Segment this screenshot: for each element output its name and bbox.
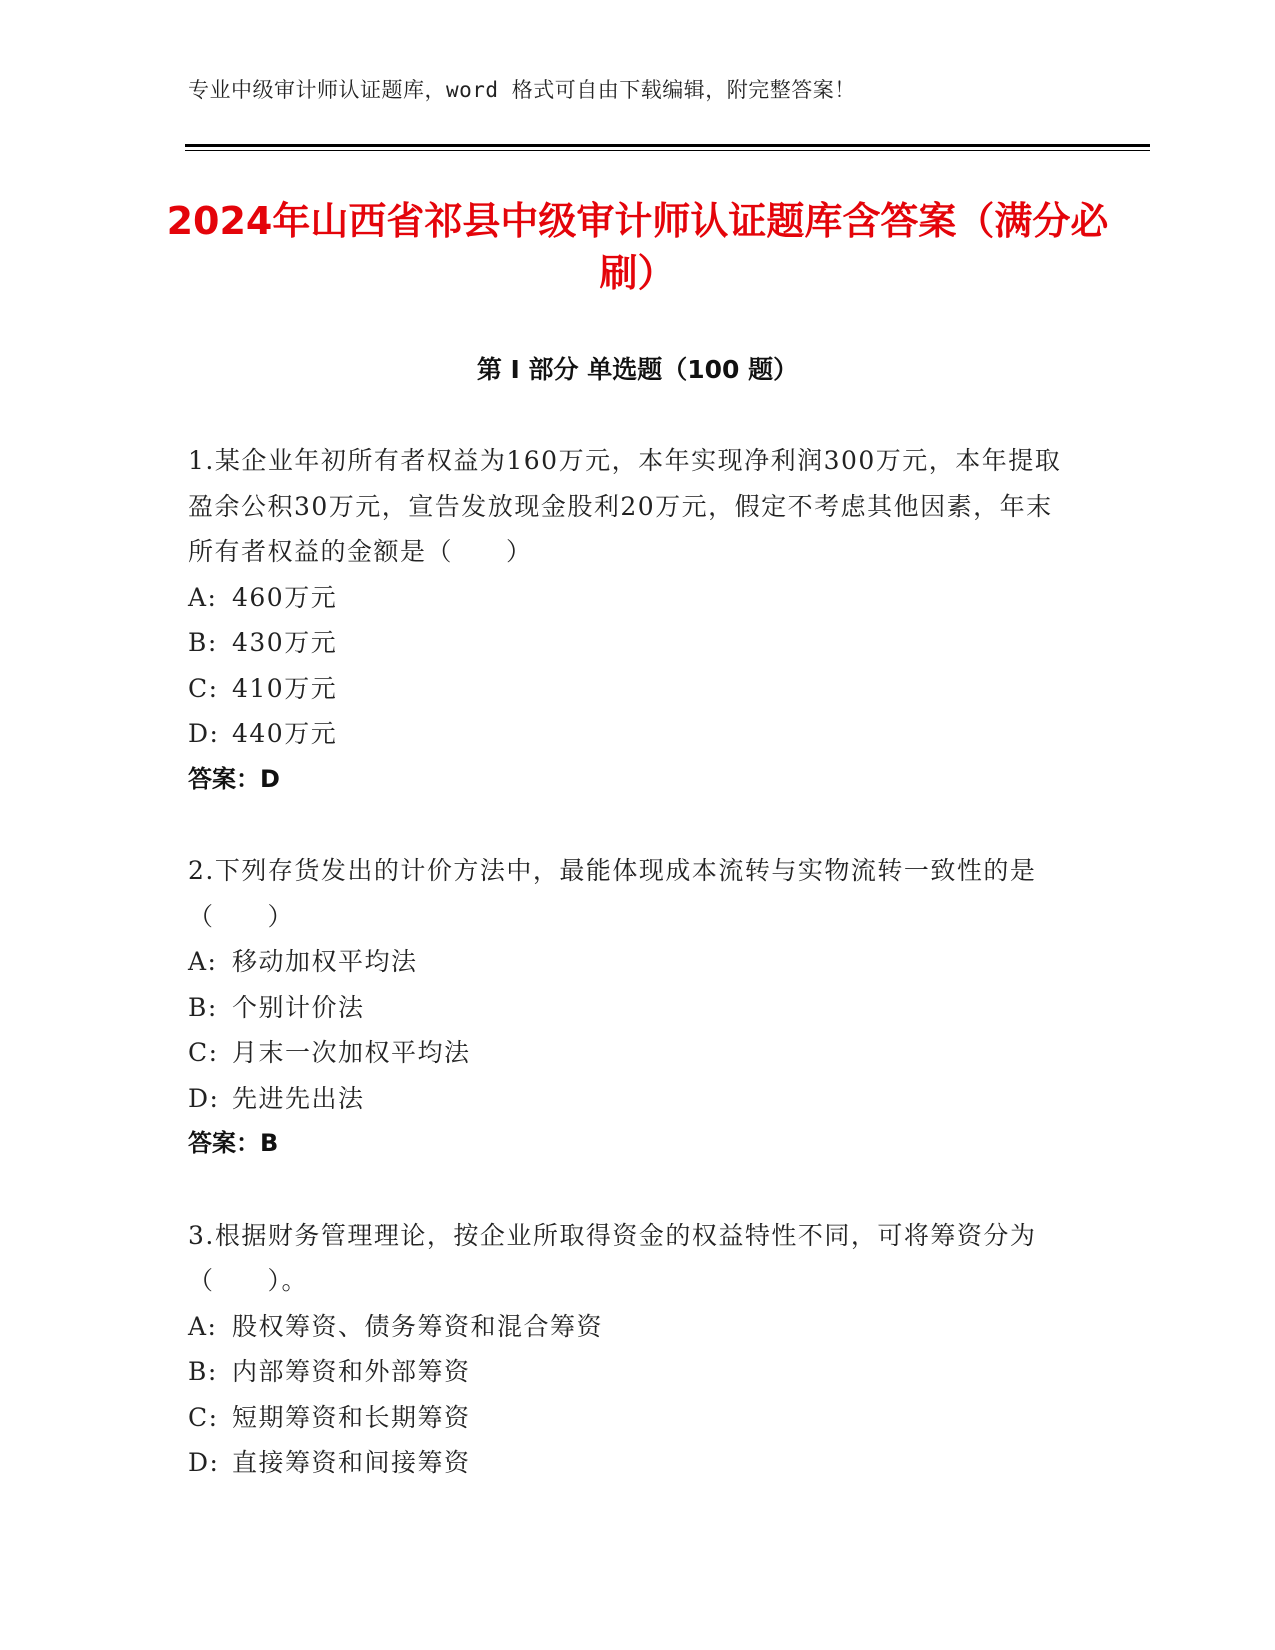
question-list: [188, 438, 1063, 1532]
question-2: [188, 848, 1063, 1167]
header-rule-thin: [185, 150, 1150, 151]
option-b: [188, 985, 1063, 1031]
option-d: [188, 1076, 1063, 1122]
option-letter: D:: [188, 719, 220, 748]
section-title: 第 I 部分 单选题（100 题）: [476, 355, 799, 384]
option-b: [188, 1349, 1063, 1395]
option-c: [188, 1395, 1063, 1441]
question-stem: 1.某企业年初所有者权益为160万元，本年实现净利润300万元，本年提取盈余公积30万元，宣告发放现金股利20万元，假定不考虑其他因素，年末所有者权益的金额是（ ）: [188, 446, 1062, 566]
option-letter: A:: [188, 1311, 218, 1341]
option-text: 个别计价法: [232, 992, 365, 1022]
option-text: 短期筹资和长期筹资: [232, 1402, 471, 1432]
option-text: 移动加权平均法: [232, 947, 418, 976]
option-a: [188, 1304, 1063, 1350]
option-text: 410万元: [232, 673, 338, 703]
option-text: 内部筹资和外部筹资: [232, 1357, 471, 1386]
option-letter: B:: [188, 992, 218, 1022]
option-letter: D:: [188, 1448, 220, 1477]
option-text: 直接筹资和间接筹资: [232, 1448, 471, 1477]
question-stem: 2.下列存货发出的计价方法中，最能体现成本流转与实物流转一致性的是（ ）: [188, 856, 1037, 931]
document-title: 2024年山西省祁县中级审计师认证题库含答案（满分必刷）: [166, 199, 1109, 295]
question-1: [188, 438, 1063, 802]
option-letter: C:: [188, 1038, 219, 1067]
option-text: 440万元: [232, 719, 338, 748]
option-a: [188, 575, 1063, 621]
answer-line: 答案：D: [188, 764, 280, 793]
question-3: [188, 1213, 1063, 1486]
answer-line: 答案：B: [188, 1129, 279, 1157]
option-letter: B:: [188, 628, 218, 657]
option-text: 430万元: [232, 628, 338, 657]
option-text: 460万元: [232, 582, 338, 612]
option-letter: A:: [188, 947, 218, 976]
option-text: 先进先出法: [232, 1083, 365, 1113]
header-rule-thick: [185, 144, 1150, 147]
option-d: [188, 711, 1063, 757]
option-c: [188, 1030, 1063, 1076]
question-stem: 3.根据财务管理理论，按企业所取得资金的权益特性不同，可将筹资分为（ ）。: [188, 1220, 1037, 1295]
option-letter: A:: [188, 582, 218, 612]
option-letter: C:: [188, 673, 219, 703]
option-d: [188, 1440, 1063, 1486]
option-text: 股权筹资、债务筹资和混合筹资: [232, 1311, 604, 1341]
option-letter: D:: [188, 1083, 220, 1113]
option-a: [188, 939, 1063, 985]
option-letter: C:: [188, 1402, 219, 1432]
option-b: [188, 620, 1063, 666]
option-text: 月末一次加权平均法: [232, 1038, 471, 1067]
option-c: [188, 666, 1063, 712]
header-note: 专业中级审计师认证题库，word 格式可自由下载编辑，附完整答案！: [188, 78, 856, 102]
option-letter: B:: [188, 1357, 218, 1386]
